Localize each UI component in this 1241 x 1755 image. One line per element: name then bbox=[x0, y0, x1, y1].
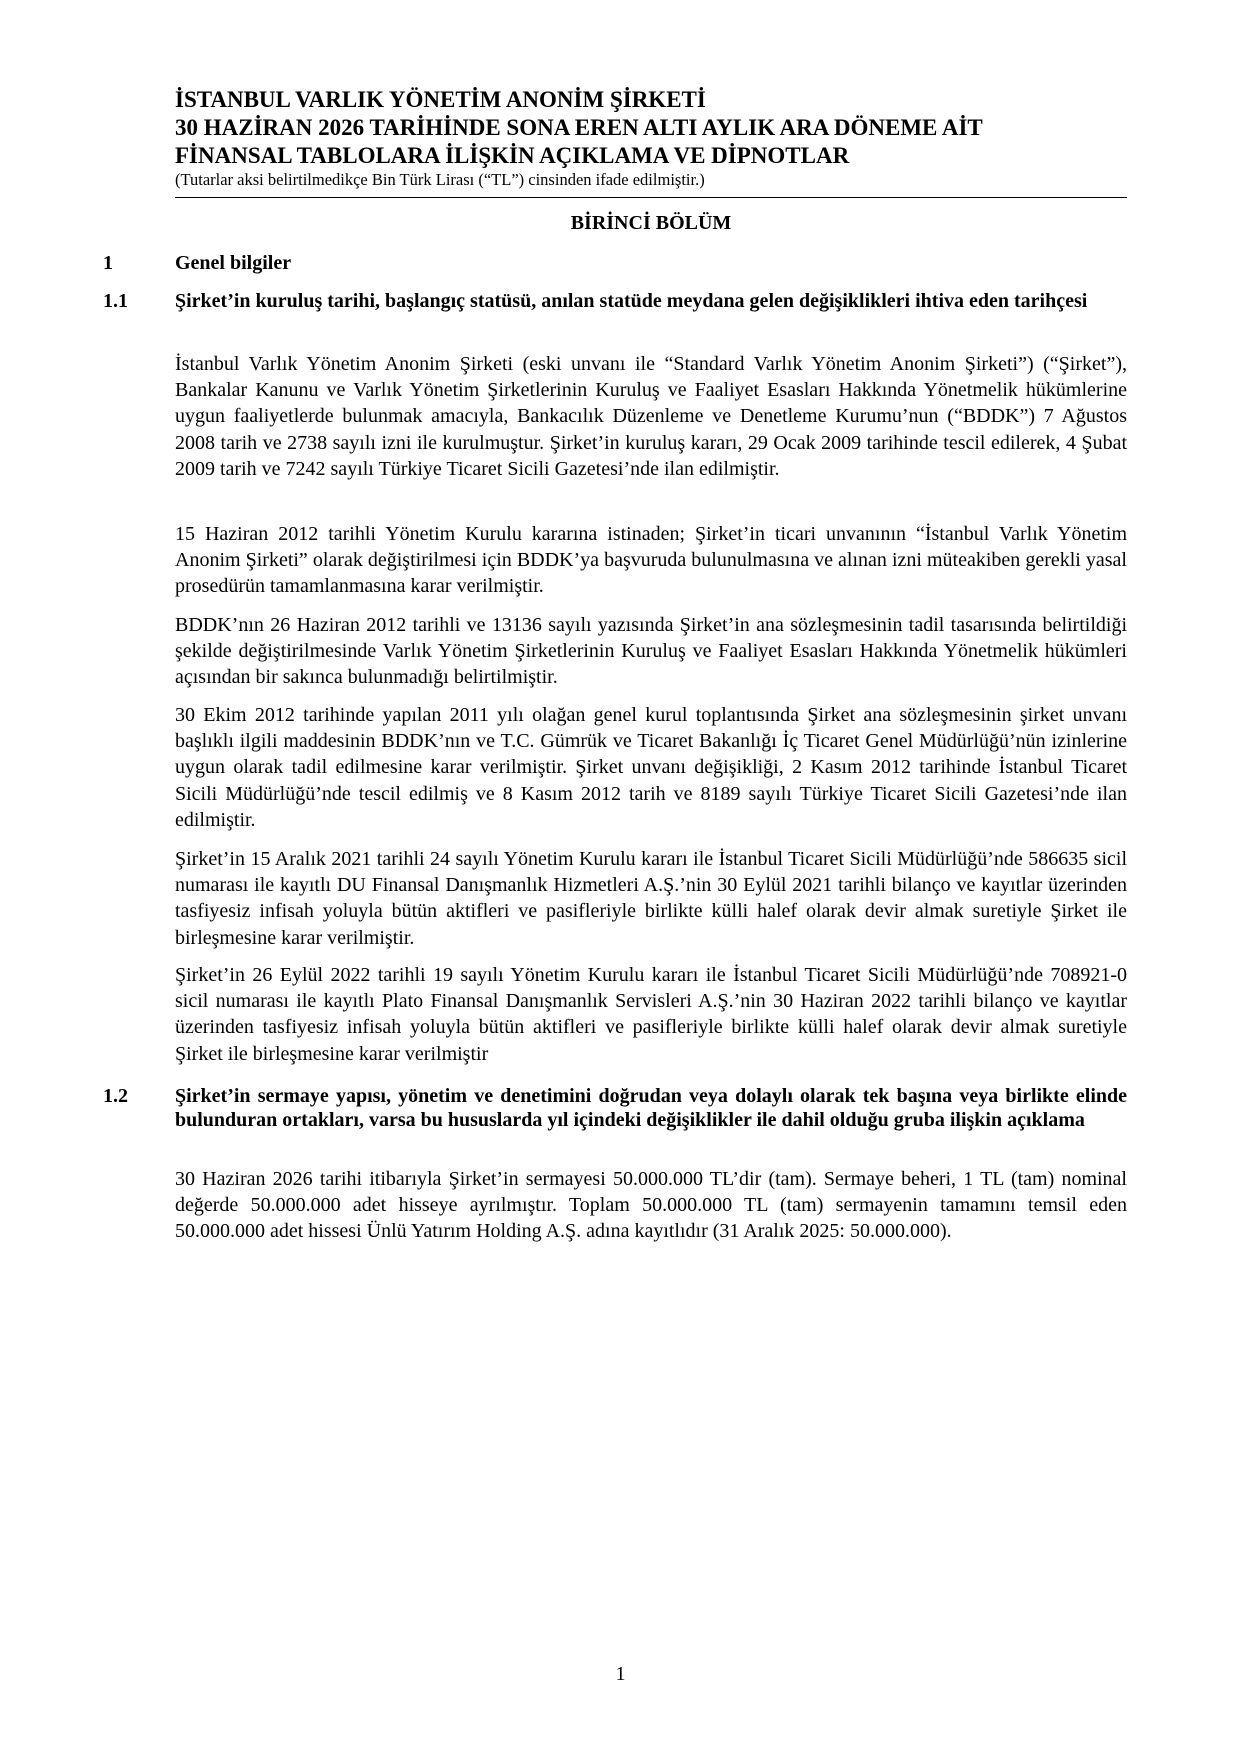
page-number: 1 bbox=[615, 1663, 626, 1685]
company-name: İSTANBUL VARLIK YÖNETİM ANONİM ŞİRKETİ bbox=[175, 87, 706, 112]
report-period: 30 HAZİRAN 2026 TARİHİNDE SONA EREN ALTI AYLIK ARA DÖNEME AİT bbox=[175, 115, 983, 140]
paragraph-plato-merger: Şirket’in 26 Eylül 2022 tarihli 19 sayılı Yönetim Kurulu kararı ile İstanbul Ticaret Sicili Müdürlüğü’nde 708921-0 sicil numarası ile kayıtlı Plato Finansal Danışmanlık Servisleri A.Ş.’nin 30 Haziran 2022 tarihli bilanço ve kayıtlar üzerinden tasfiyesiz infisah yoluyla bütün aktifleri ve pasifleriyle birlikte külli halef olarak devir almak suretiyle Şirket ile birleşmesine karar verilmiştir bbox=[175, 964, 1127, 1065]
paragraph-capital-structure: 30 Haziran 2026 tarihi itibarıyla Şirket’in sermayesi 50.000.000 TL’dir (tam). Sermaye beheri, 1 TL (tam) nominal değerde 50.000.000 adet hisseye ayrılmıştır. Toplam 50.000.000 TL (tam) sermayenin tamamını temsil eden 50.000.000 adet hissesi Ünlü Yatırım Holding A.Ş. adına kayıtlıdır (31 Aralık 2025: 50.000.000). bbox=[175, 1168, 1127, 1243]
paragraph-bddk-approval: BDDK’nın 26 Haziran 2012 tarihli ve 13136 sayılı yazısında Şirket’in ana sözleşmesinin tadil tasarısında belirtildiği şekilde değiştirilmesinde Varlık Yönetim Şirketlerinin Kuruluş ve Faaliyet Esasları Hakkında Yönetmelik hükümleri açısından bir sakınca bulunmadığı belirtilmiştir. bbox=[175, 614, 1127, 689]
section-title: BİRİNCİ BÖLÜM bbox=[570, 212, 732, 234]
section-1-1-number: 1.1 bbox=[103, 290, 128, 312]
page-header bbox=[175, 86, 1127, 190]
paragraph-name-change-decision: 15 Haziran 2012 tarihli Yönetim Kurulu kararına istinaden; Şirket’in ticari unvanının “İstanbul Varlık Yönetim Anonim Şirketi” olarak değiştirilmesi için BDDK’ya başvuruda bulunulmasına ve alınan izni müteakiben gerekli yasal prosedürün tamamlanmasına karar verilmiştir. bbox=[175, 523, 1127, 598]
section-1-number: 1 bbox=[103, 252, 113, 274]
paragraph-du-merger: Şirket’in 15 Aralık 2021 tarihli 24 sayılı Yönetim Kurulu kararı ile İstanbul Ticaret Sicili Müdürlüğü’nde 586635 sicil numarası ile kayıtlı DU Finansal Danışmanlık Hizmetleri A.Ş.’nin 30 Eylül 2021 tarihli bilanço ve kayıtlar üzerinden tasfiyesiz infisah yoluyla bütün aktifleri ve pasifleriyle birlikte külli halef olarak devir almak suretiyle Şirket ile birleşmesine karar verilmiştir. bbox=[175, 848, 1127, 949]
paragraph-establishment: İstanbul Varlık Yönetim Anonim Şirketi (eski unvanı ile “Standard Varlık Yönetim Anonim Şirketi”) (“Şirket”), Bankalar Kanunu ve Varlık Yönetim Şirketlerinin Kuruluş ve Faaliyet Esasları Hakkında Yönetmelik hükümlerine uygun faaliyetlerde bulunmak amacıyla, Bankacılık Düzenleme ve Denetleme Kurumu’nun (“BDDK”) 7 Ağustos 2008 tarih ve 2738 sayılı izni ile kurulmuştur. Şirket’in kuruluş kararı, 29 Ocak 2009 tarihinde tescil edilerek, 4 Şubat 2009 tarih ve 7242 sayılı Türkiye Ticaret Sicili Gazetesi’nde ilan edilmiştir. bbox=[175, 353, 1127, 480]
section-1-2-title: Şirket’in sermaye yapısı, yönetim ve denetimini doğrudan veya dolaylı olarak tek başına veya birlikte elinde bulunduran ortakları, varsa bu hususlarda yıl içindeki değişiklikler ile dahil olduğu gruba ilişkin açıklama bbox=[175, 1085, 1127, 1131]
section-1-1-title: Şirket’in kuruluş tarihi, başlangıç statüsü, anılan statüde meydana gelen değişiklikleri ihtiva eden tarihçesi bbox=[175, 290, 1088, 312]
currency-note: (Tutarlar aksi belirtilmedikçe Bin Türk Lirası (“TL”) cinsinden ifade edilmiştir.) bbox=[175, 170, 705, 189]
header-divider bbox=[175, 197, 1127, 198]
section-1-2-number: 1.2 bbox=[103, 1085, 128, 1107]
section-1-title: Genel bilgiler bbox=[175, 252, 292, 274]
document-title: FİNANSAL TABLOLARA İLİŞKİN AÇIKLAMA VE DİPNOTLAR bbox=[175, 143, 850, 168]
paragraph-general-assembly: 30 Ekim 2012 tarihinde yapılan 2011 yılı olağan genel kurul toplantısında Şirket ana sözleşmesinin şirket unvanı başlıklı ilgili maddesinin BDDK’nın ve T.C. Gümrük ve Ticaret Bakanlığı İç Ticaret Genel Müdürlüğü’nün izinlerine uygun olarak tadil edilmesine karar verilmiştir. Şirket unvanı değişikliği, 2 Kasım 2012 tarihinde İstanbul Ticaret Sicili Müdürlüğü’nde tescil edilmiş ve 8 Kasım 2012 tarih ve 8189 sayılı Türkiye Ticaret Sicili Gazetesi’nde ilan edilmiştir. bbox=[175, 704, 1127, 831]
